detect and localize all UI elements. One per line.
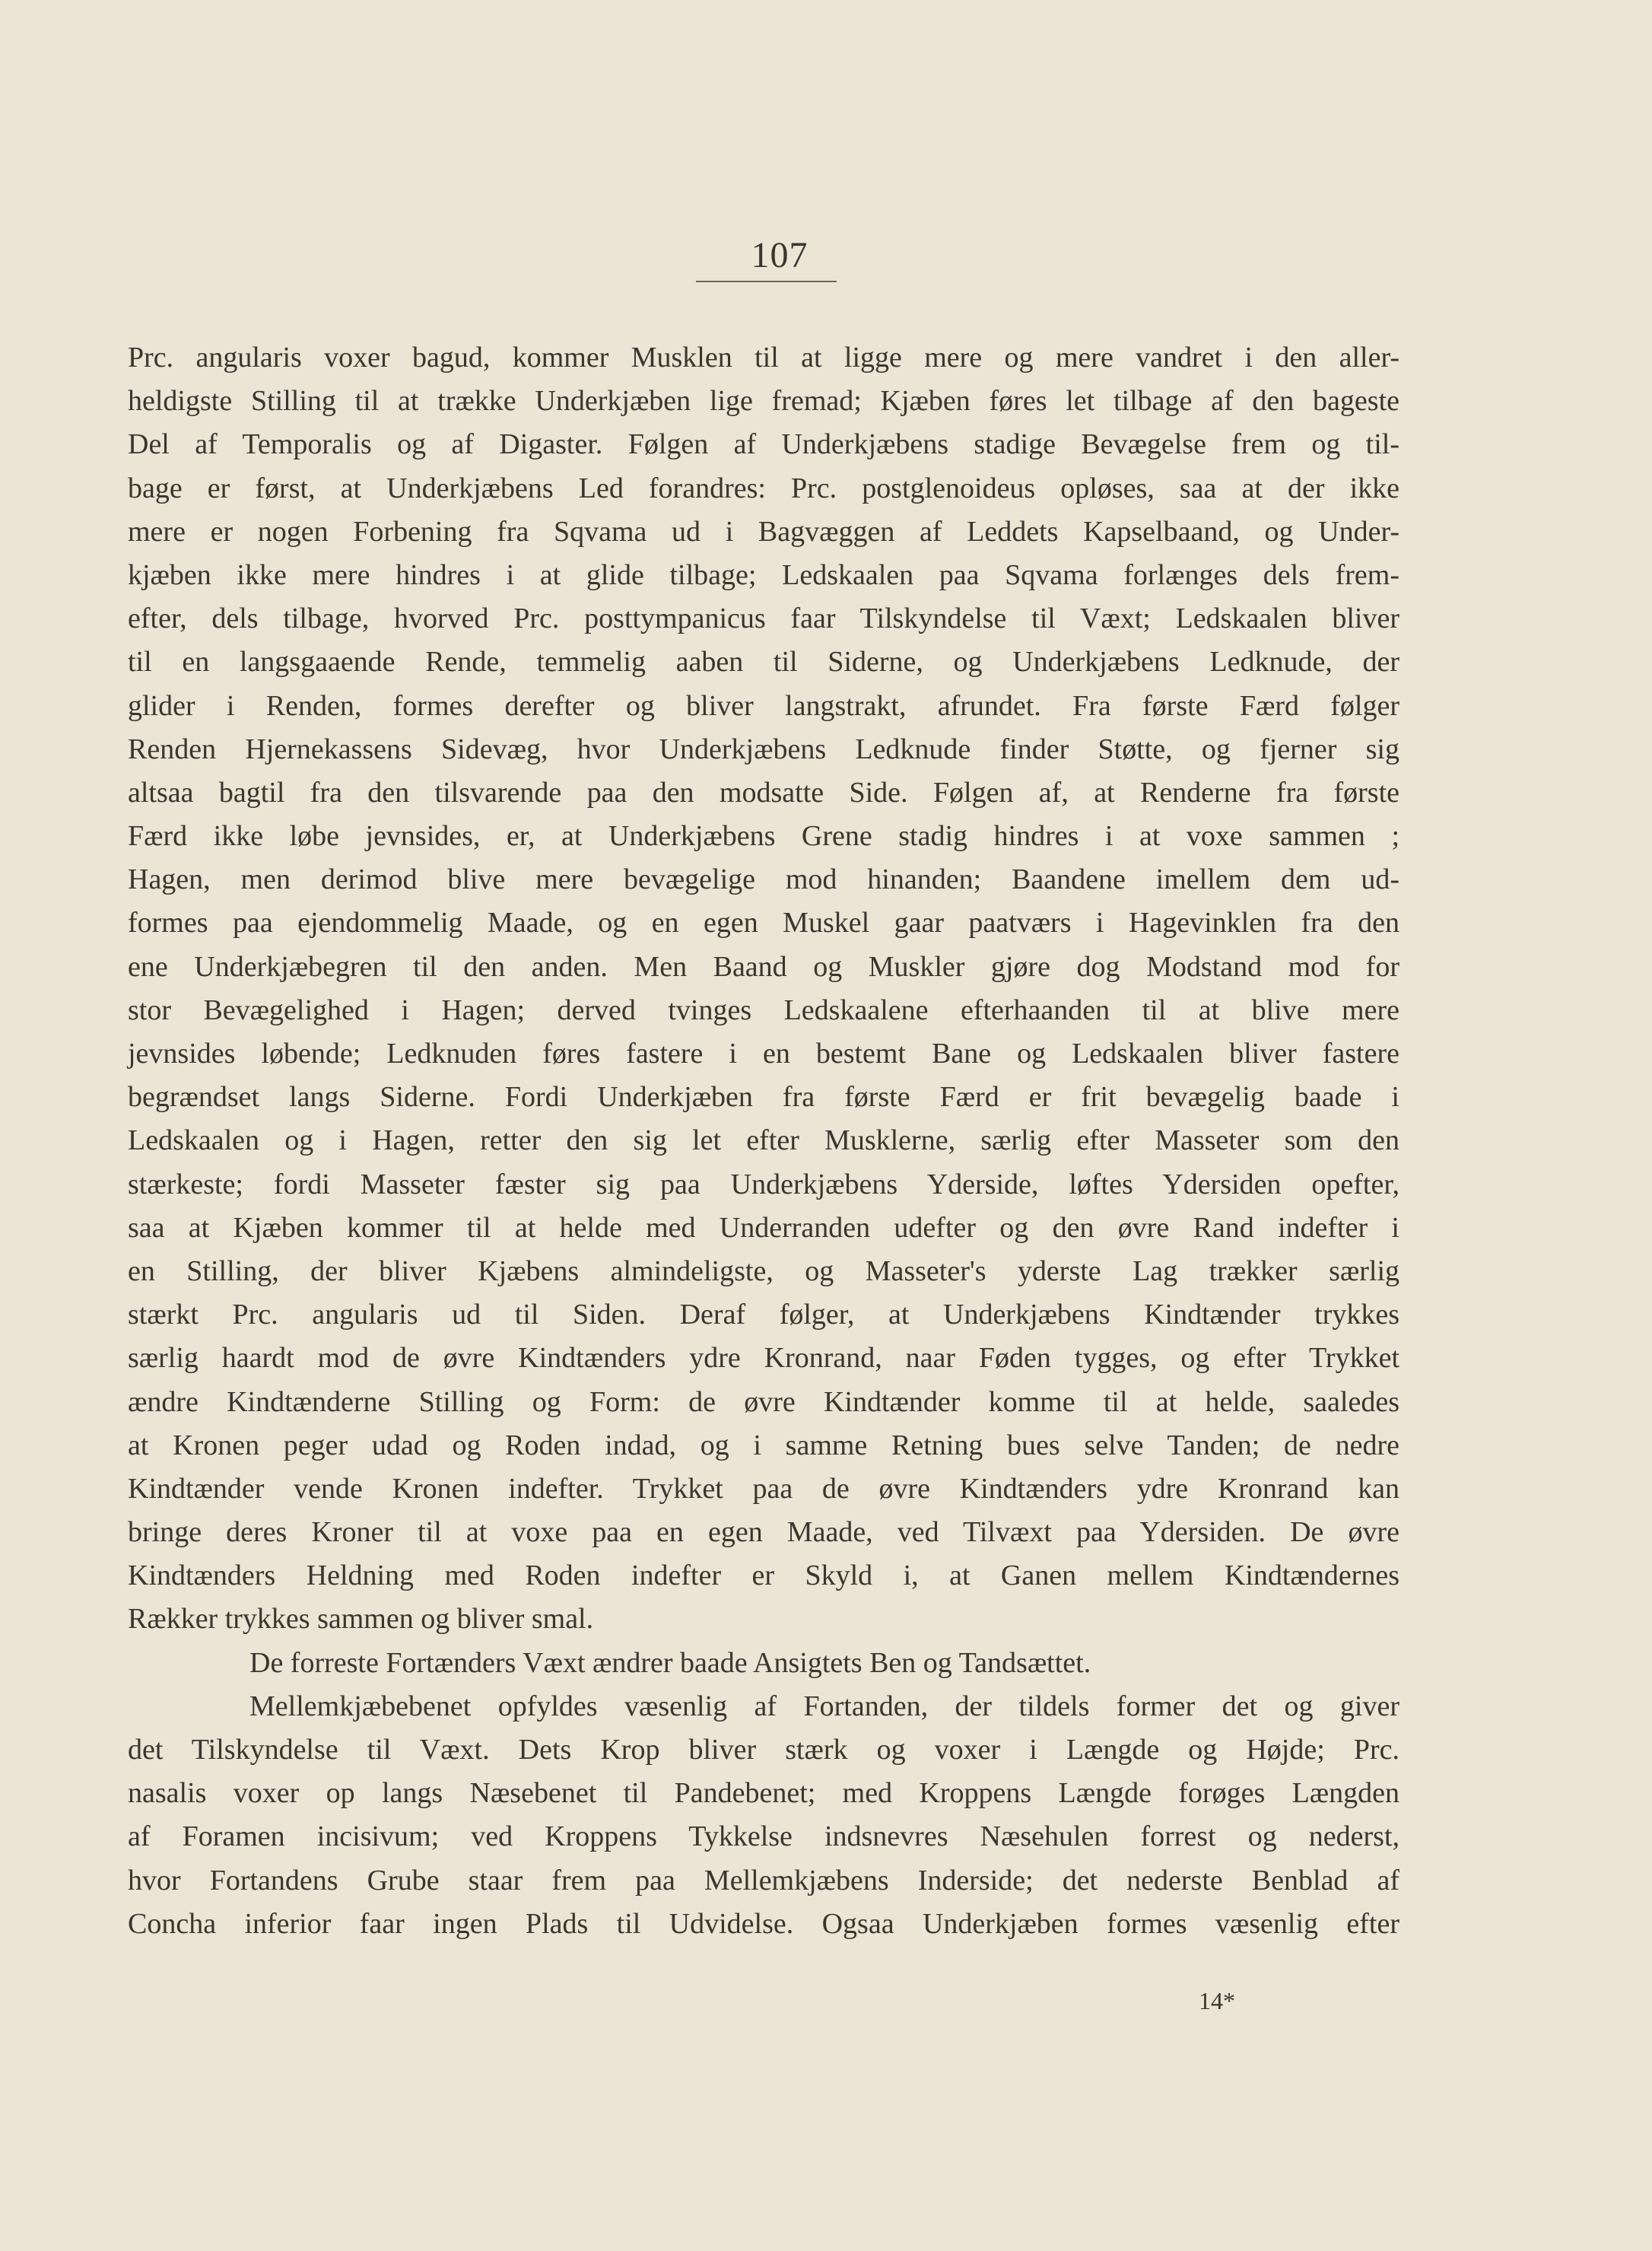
- text-line: saa at Kjæben kommer til at helde med Underranden udefter og den øvre Rand indefter i: [128, 1211, 1399, 1244]
- text-line: efter, dels tilbage, hvorved Prc. posttympanicus faar Tilskyndelse til Væxt; Ledskaalen bliver: [128, 602, 1399, 635]
- text-line: til en langsgaaende Rende, temmelig aaben til Siderne, og Underkjæbens Ledknude, der: [128, 646, 1399, 679]
- text-line: Ledskaalen og i Hagen, retter den sig let efter Musklerne, særlig efter Masseter som den: [128, 1124, 1399, 1157]
- text-line: Prc. angularis voxer bagud, kommer Musklen til at ligge mere og mere vandret i den aller-: [128, 342, 1399, 374]
- text-line: stærkt Prc. angularis ud til Siden. Deraf følger, at Underkjæbens Kindtænder trykkes: [128, 1299, 1399, 1331]
- text-line: mere er nogen Forbening fra Sqvama ud i Bagvæggen af Leddets Kapselbaand, og Under-: [128, 515, 1399, 548]
- text-line: det Tilskyndelse til Væxt. Dets Krop bliver stærk og voxer i Længde og Højde; Prc.: [128, 1734, 1399, 1766]
- text-line: stærkeste; fordi Masseter fæster sig paa Underkjæbens Yderside, løftes Ydersiden opefter,: [128, 1168, 1399, 1200]
- text-line: kjæben ikke mere hindres i at glide tilbage; Ledskaalen paa Sqvama forlænges dels frem-: [128, 558, 1399, 591]
- text-line: jevnsides løbende; Ledknuden føres fastere i en bestemt Bane og Ledskaalen bliver fastere: [128, 1038, 1399, 1070]
- paragraph-line: De forreste Fortænders Væxt ændrer baade Ansigtets Ben og Tandsættet.: [249, 1646, 1091, 1679]
- text-line: hvor Fortandens Grube staar frem paa Mellemkjæbens Inderside; det nederste Benblad af: [128, 1864, 1399, 1896]
- text-line: ene Underkjæbegren til den anden. Men Baand og Muskler gjøre dog Modstand mod for: [128, 950, 1399, 983]
- text-line: Del af Temporalis og af Digaster. Følgen af Underkjæbens stadige Bevægelse frem og til-: [128, 428, 1399, 461]
- text-line: en Stilling, der bliver Kjæbens almindeligste, og Masseter's yderste Lag trækker særlig: [128, 1254, 1399, 1287]
- signature-mark: 14*: [1199, 1987, 1235, 2014]
- text-line: Hagen, men derimod blive mere bevægelige mod hinanden; Baandene imellem dem ud-: [128, 863, 1399, 896]
- text-line: bage er først, at Underkjæbens Led forandres: Prc. postglenoideus opløses, saa at der ikke: [128, 472, 1399, 504]
- page-number-rule: [696, 281, 837, 282]
- paragraph-start-line: Mellemkjæbebenet opfyldes væsenlig af Fortanden, der tildels former det og giver: [249, 1690, 1399, 1722]
- text-line: stor Bevægelighed i Hagen; derved tvinges Ledskaalene efterhaanden til at blive mere: [128, 994, 1399, 1026]
- text-line: Kindtænders Heldning med Roden indefter er Skyld i, at Ganen mellem Kindtændernes: [128, 1559, 1399, 1592]
- text-line: af Foramen incisivum; ved Kroppens Tykkelse indsnevres Næsehulen forrest og nederst,: [128, 1820, 1399, 1853]
- text-line: begrændset langs Siderne. Fordi Underkjæben fra første Færd er frit bevægelig baade i: [128, 1081, 1399, 1114]
- text-line: Kindtænder vende Kronen indefter. Trykket paa de øvre Kindtænders ydre Kronrand kan: [128, 1472, 1399, 1505]
- page-number: 107: [751, 235, 809, 275]
- text-line: bringe deres Kroner til at voxe paa en egen Maade, ved Tilvæxt paa Ydersiden. De øvre: [128, 1516, 1399, 1549]
- body-text: [128, 336, 1399, 1946]
- text-line: Concha inferior faar ingen Plads til Udvidelse. Ogsaa Underkjæben formes væsenlig efter: [128, 1907, 1399, 1940]
- text-line: heldigste Stilling til at trække Underkjæben lige fremad; Kjæben føres let tilbage af den bageste: [128, 385, 1399, 418]
- text-line: altsaa bagtil fra den tilsvarende paa den modsatte Side. Følgen af, at Renderne fra første: [128, 776, 1399, 809]
- text-line: Renden Hjernekassens Sidevæg, hvor Underkjæbens Ledknude finder Støtte, og fjerner sig: [128, 733, 1399, 765]
- text-line: glider i Renden, formes derefter og bliver langstrakt, afrundet. Fra første Færd følger: [128, 689, 1399, 722]
- paragraph-end-line: Rækker trykkes sammen og bliver smal.: [128, 1603, 594, 1636]
- text-line: at Kronen peger udad og Roden indad, og i samme Retning bues selve Tanden; de nedre: [128, 1429, 1399, 1461]
- text-line: særlig haardt mod de øvre Kindtænders ydre Kronrand, naar Føden tygges, og efter Trykket: [128, 1342, 1399, 1375]
- text-line: nasalis voxer op langs Næsebenet til Pandebenet; med Kroppens Længde forøges Længden: [128, 1777, 1399, 1810]
- text-line: formes paa ejendommelig Maade, og en egen Muskel gaar paatværs i Hagevinklen fra den: [128, 907, 1399, 940]
- text-line: ændre Kindtænderne Stilling og Form: de øvre Kindtænder komme til at helde, saaledes: [128, 1385, 1399, 1418]
- text-line: Færd ikke løbe jevnsides, er, at Underkjæbens Grene stadig hindres i at voxe sammen ;: [128, 820, 1399, 853]
